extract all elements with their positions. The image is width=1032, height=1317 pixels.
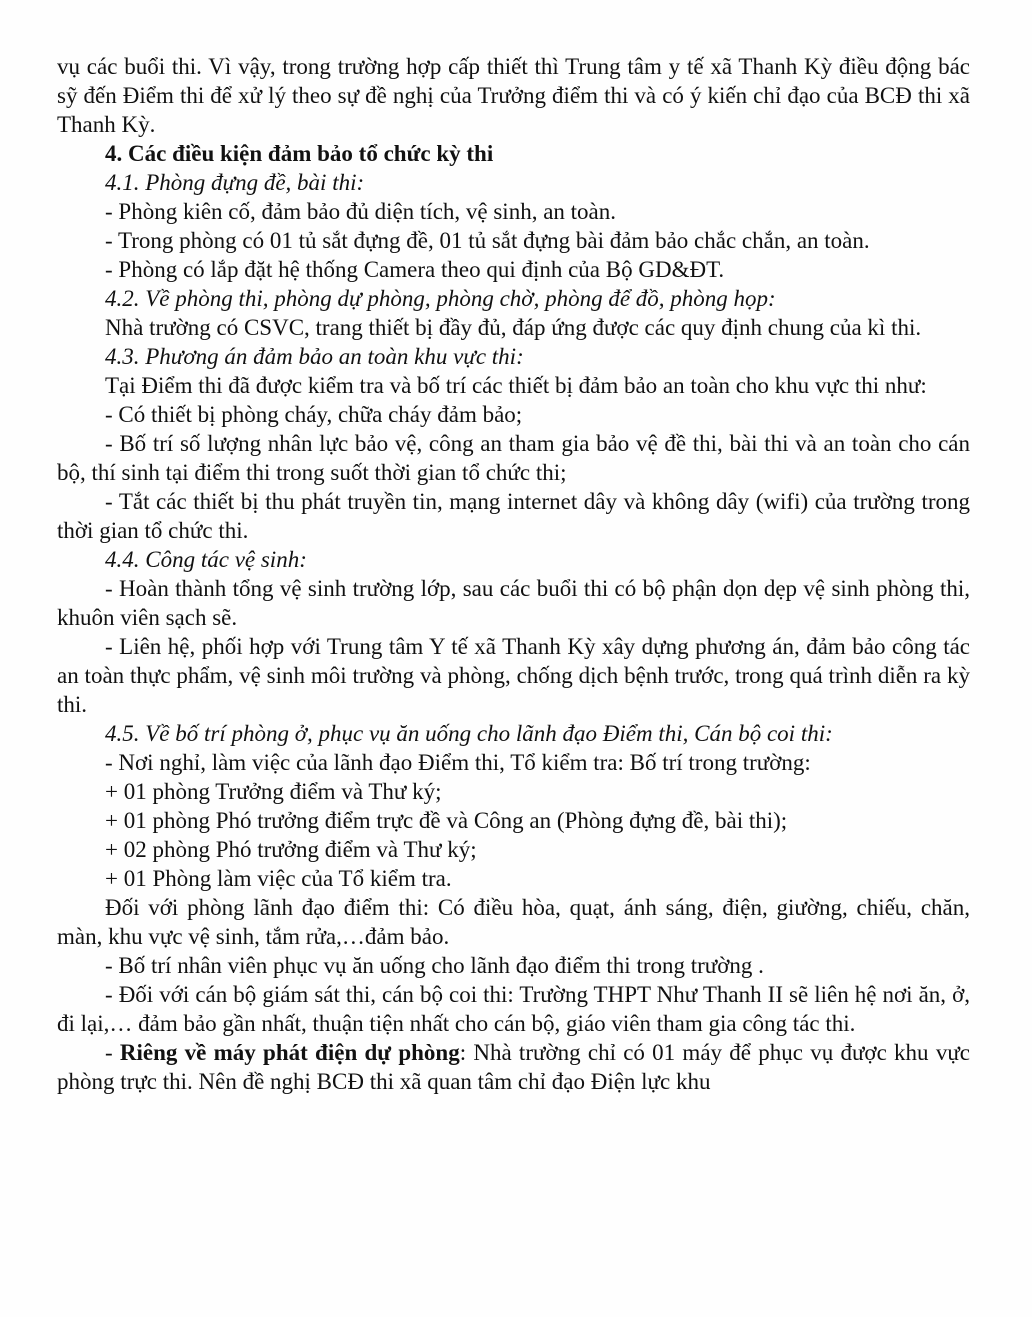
paragraph: + 01 Phòng làm việc của Tổ kiểm tra.: [105, 866, 452, 891]
paragraph: - Đối với cán bộ giám sát thi, cán bộ coi thi: Trường THPT Như Thanh II sẽ liên hệ nơi ăn, ở, đi lại,… đảm bảo gần nhất, thuận tiện nhất cho cán bộ, giáo viên tham gia công tác thi.: [57, 982, 970, 1036]
paragraph: - Tắt các thiết bị thu phát truyền tin, mạng internet dây và không dây (wifi) của trường trong thời gian tổ chức thi.: [57, 489, 970, 543]
subsection-heading: 4.2. Về phòng thi, phòng dự phòng, phòng chờ, phòng để đồ, phòng họp:: [105, 286, 776, 311]
paragraph: - Hoàn thành tổng vệ sinh trường lớp, sau các buổi thi có bộ phận dọn dẹp vệ sinh phòng thi, khuôn viên sạch sẽ.: [57, 576, 970, 630]
paragraph: - Phòng có lắp đặt hệ thống Camera theo qui định của Bộ GD&ĐT.: [105, 257, 725, 282]
subsection-heading: 4.1. Phòng đựng đề, bài thi:: [105, 170, 365, 195]
document-body: [57, 52, 970, 1038]
paragraph: vụ các buổi thi. Vì vậy, trong trường hợp cấp thiết thì Trung tâm y tế xã Thanh Kỳ điều động bác sỹ đến Điểm thi để xử lý theo sự đề nghị của Trưởng điểm thi và có ý kiến chỉ đạo của BCĐ thi xã Thanh Kỳ.: [57, 54, 970, 137]
paragraph: - Phòng kiên cố, đảm bảo đủ diện tích, vệ sinh, an toàn.: [105, 199, 617, 224]
subsection-heading: 4.5. Về bố trí phòng ở, phục vụ ăn uống cho lãnh đạo Điểm thi, Cán bộ coi thi:: [105, 721, 833, 746]
subsection-heading: 4.4. Công tác vệ sinh:: [105, 547, 307, 572]
subsection-heading: 4.3. Phương án đảm bảo an toàn khu vực thi:: [105, 344, 524, 369]
paragraph: + 02 phòng Phó trưởng điểm và Thư ký;: [105, 837, 477, 862]
paragraph: Tại Điểm thi đã được kiểm tra và bố trí các thiết bị đảm bảo an toàn cho khu vực thi như:: [105, 373, 927, 398]
paragraph: - Bố trí số lượng nhân lực bảo vệ, công an tham gia bảo vệ đề thi, bài thi và an toàn cho cán bộ, thí sinh tại điểm thi trong suốt thời gian tổ chức thi;: [57, 431, 970, 485]
paragraph: - Có thiết bị phòng cháy, chữa cháy đảm bảo;: [105, 402, 523, 427]
paragraph-lead: -: [105, 1040, 120, 1065]
paragraph: - Nơi nghỉ, làm việc của lãnh đạo Điểm thi, Tổ kiểm tra: Bố trí trong trường:: [105, 750, 811, 775]
bold-phrase: Riêng về máy phát điện dự phòng: [119, 1040, 460, 1065]
paragraph: Đối với phòng lãnh đạo điểm thi: Có điều hòa, quạt, ánh sáng, điện, giường, chiếu, chăn, màn, khu vực vệ sinh, tắm rửa,…đảm bảo.: [57, 895, 970, 949]
paragraph: - Trong phòng có 01 tủ sắt đựng đề, 01 tủ sắt đựng bài đảm bảo chắc chắn, an toàn.: [105, 228, 870, 253]
paragraph: Nhà trường có CSVC, trang thiết bị đầy đủ, đáp ứng được các quy định chung của kì thi.: [105, 315, 922, 340]
paragraph: + 01 phòng Phó trưởng điểm trực đề và Công an (Phòng đựng đề, bài thi);: [105, 808, 788, 833]
paragraph-rest: : Nhà trường chỉ có 01 máy để phục vụ được khu vực phòng trực thi. Nên đề nghị BCĐ thi xã quan tâm chỉ đạo Điện lực khu: [57, 1040, 970, 1094]
paragraph: + 01 phòng Trưởng điểm và Thư ký;: [105, 779, 442, 804]
paragraph: - Liên hệ, phối hợp với Trung tâm Y tế xã Thanh Kỳ xây dựng phương án, đảm bảo công tác an toàn thực phẩm, vệ sinh môi trường và phòng, chống dịch bệnh trước, trong quá trình diễn ra kỳ thi.: [57, 634, 970, 717]
paragraph-backup-generator: [57, 1038, 970, 1096]
paragraph: - Bố trí nhân viên phục vụ ăn uống cho lãnh đạo điểm thi trong trường .: [105, 953, 764, 978]
section-heading: 4. Các điều kiện đảm bảo tổ chức kỳ thi: [105, 141, 494, 166]
